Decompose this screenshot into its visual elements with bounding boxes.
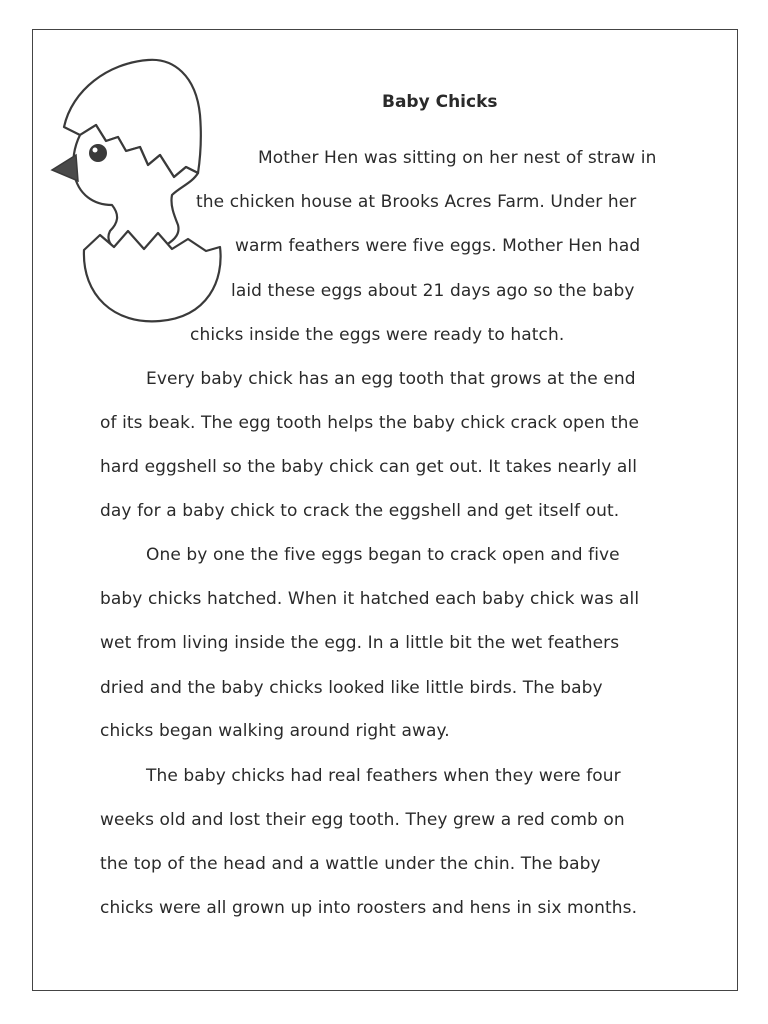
paragraph-1-line-1: Mother Hen was sitting on her nest of straw in [258, 148, 657, 168]
chick-eye [89, 144, 107, 162]
paragraph-1-line-5: chicks inside the eggs were ready to hatch. [190, 325, 565, 345]
page-title: Baby Chicks [382, 92, 498, 112]
paragraph-2-line-2: of its beak. The egg tooth helps the baby chick crack open the [100, 413, 640, 433]
paragraph-4-line-1: The baby chicks had real feathers when they were four [146, 766, 621, 786]
paragraph-3-line-1: One by one the five eggs began to crack open and five [146, 545, 620, 565]
paragraph-3-line-4: dried and the baby chicks looked like little birds. The baby [100, 678, 603, 698]
paragraph-2-line-4: day for a baby chick to crack the eggshell and get itself out. [100, 501, 620, 521]
paragraph-1-line-4: laid these eggs about 21 days ago so the baby [231, 281, 635, 301]
paragraph-3-line-3: wet from living inside the egg. In a little bit the wet feathers [100, 633, 620, 653]
paragraph-4-line-2: weeks old and lost their egg tooth. They grew a red comb on [100, 810, 625, 830]
paragraph-2-line-1: Every baby chick has an egg tooth that grows at the end [146, 369, 636, 389]
paragraph-3-line-5: chicks began walking around right away. [100, 721, 450, 741]
paragraph-1-line-2: the chicken house at Brooks Acres Farm. Under her [196, 192, 637, 212]
paragraph-2-line-3: hard eggshell so the baby chick can get out. It takes nearly all [100, 457, 638, 477]
paragraph-1-line-3: warm feathers were five eggs. Mother Hen had [235, 236, 641, 256]
bottom-shell [84, 231, 221, 321]
paragraph-4-line-3: the top of the head and a wattle under the chin. The baby [100, 854, 601, 874]
chick-beak [52, 155, 78, 181]
paragraph-3-line-2: baby chicks hatched. When it hatched each baby chick was all [100, 589, 640, 609]
paragraph-4-line-4: chicks were all grown up into roosters and hens in six months. [100, 898, 638, 918]
